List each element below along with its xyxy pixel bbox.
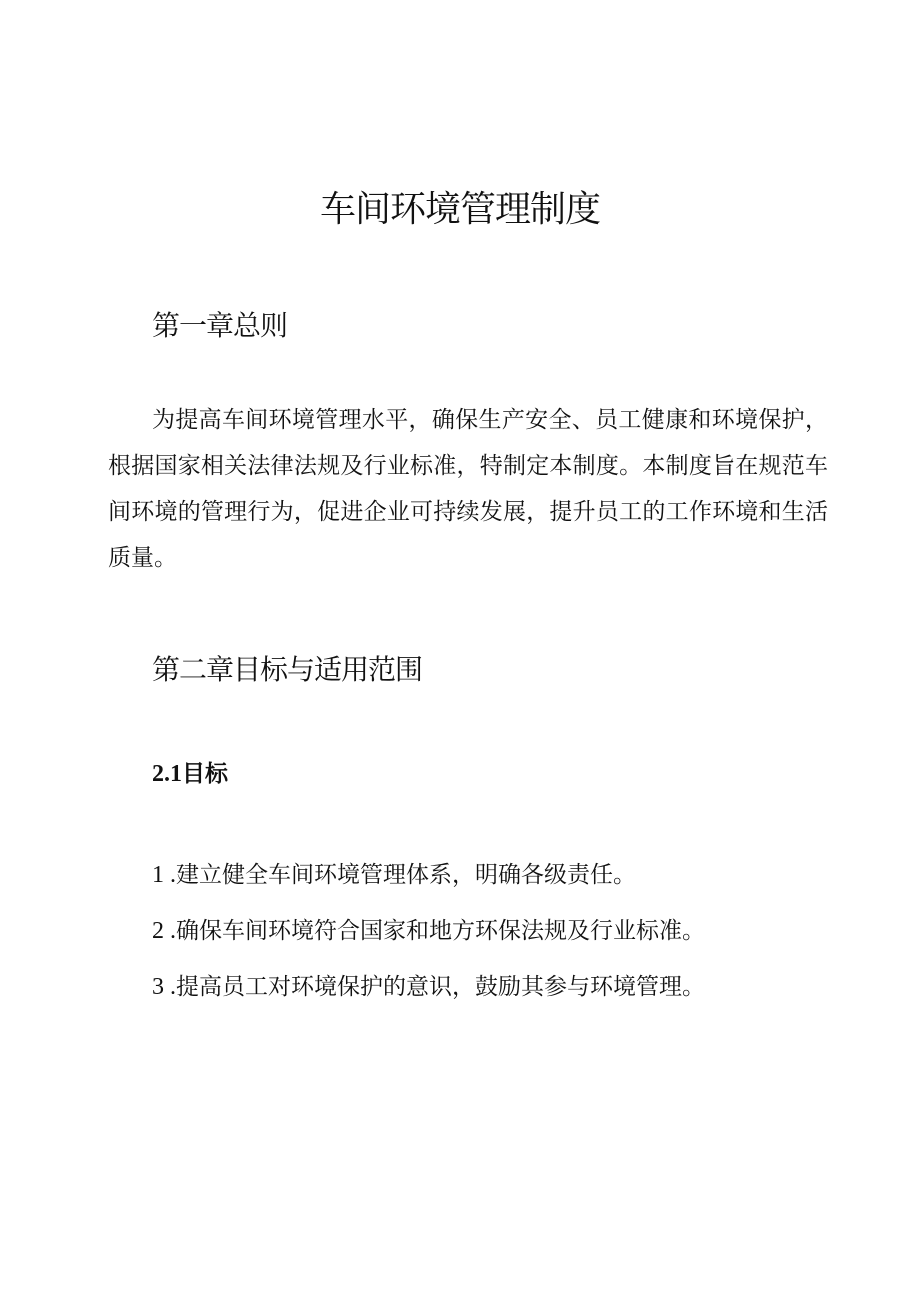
section-number: 2.1	[152, 761, 182, 787]
list-item-separator: .	[164, 974, 176, 1000]
list-item	[152, 911, 705, 967]
section-2-1-heading	[152, 758, 228, 790]
list-item	[152, 967, 705, 1023]
list-item	[152, 855, 705, 911]
list-item-number: 3	[152, 974, 164, 1000]
list-item-text: 建立健全车间环境管理体系，明确各级责任。	[176, 862, 636, 888]
list-item-separator: .	[164, 862, 176, 888]
document-title: 车间环境管理制度	[319, 189, 600, 230]
list-item-separator: .	[164, 918, 176, 944]
chapter-1-paragraph: 为提高车间环境管理水平，确保生产安全、员工健康和环境保护，根据国家相关法律法规及行业标准，特制定本制度。本制度旨在规范车间环境的管理行为，促进企业可持续发展，提升员工的工作环境和生活质量。	[108, 407, 828, 571]
list-item-text: 确保车间环境符合国家和地方环保法规及行业标准。	[176, 918, 705, 944]
list-item-text: 提高员工对环境保护的意识，鼓励其参与环境管理。	[176, 974, 705, 1000]
chapter-2-heading: 第二章目标与适用范围	[152, 653, 423, 686]
list-item-number: 2	[152, 918, 164, 944]
list-item-number: 1	[152, 862, 164, 888]
section-title: 目标	[182, 760, 228, 787]
goals-list	[152, 855, 705, 1023]
chapter-1-heading: 第一章总则	[152, 309, 288, 342]
